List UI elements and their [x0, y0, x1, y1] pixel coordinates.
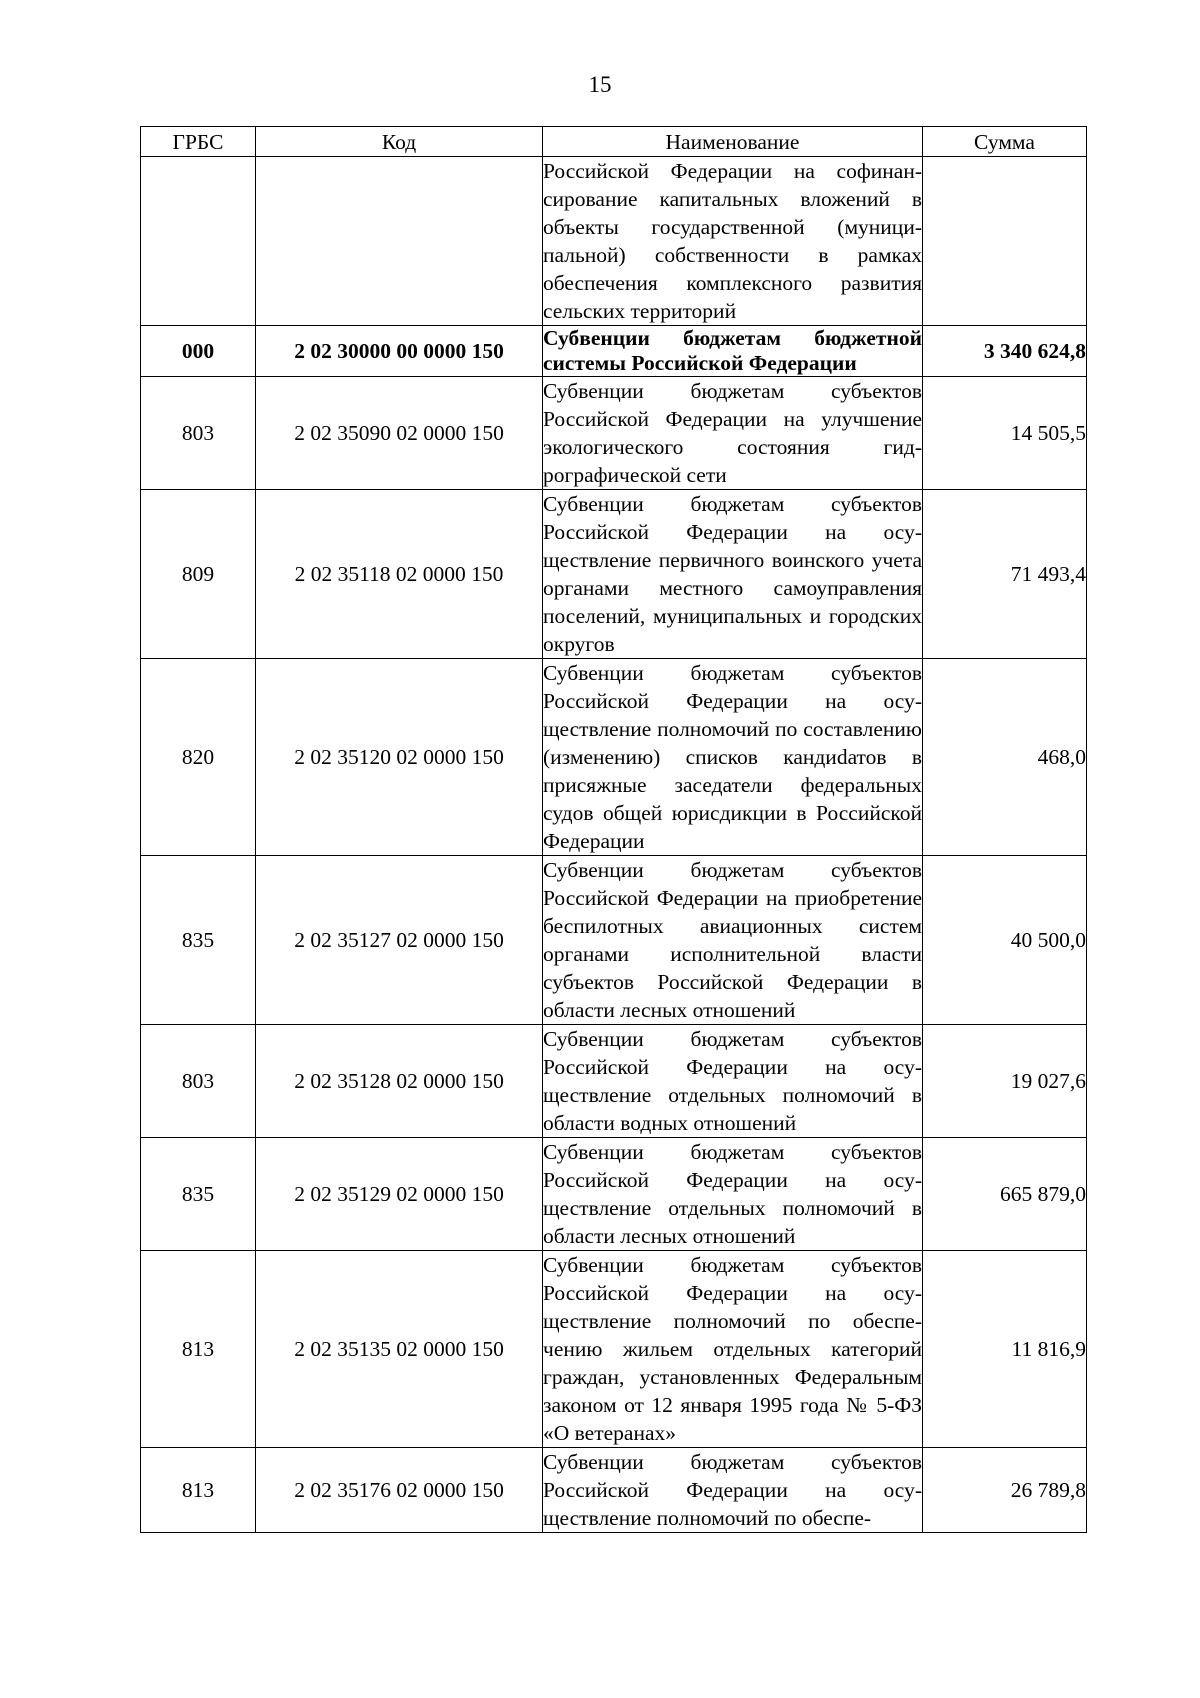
page-number: 15: [588, 72, 612, 97]
table-row: [141, 1138, 1087, 1251]
cell-sum: 14 505,5: [923, 377, 1087, 490]
cell-grbs: [141, 157, 256, 326]
cell-sum: 11 816,9: [923, 1251, 1087, 1448]
cell-name: Субвенции бюджетам субъектов Российской Федерации на осуществление полномочий по составлению (изменению) списков кандиdатов в присяжные заседатели федеральных судов общей юрисдикции в Российской Федерации: [543, 659, 923, 856]
cell-grbs: 000: [141, 326, 256, 377]
cell-sum: 468,0: [923, 659, 1087, 856]
cell-grbs: 820: [141, 659, 256, 856]
cell-code: 2 02 35120 02 0000 150: [256, 659, 543, 856]
cell-grbs: 813: [141, 1251, 256, 1448]
table-row: [141, 659, 1087, 856]
table-row: [141, 490, 1087, 659]
cell-name: Российской Федерации на софинансирование капитальных вложений в объекты государственной (муниципальной) собственности в рамках обеспечения комплексного развития сельских территорий: [543, 157, 923, 326]
table-row-total: [141, 326, 1087, 377]
table-header-row: [141, 127, 1087, 157]
cell-grbs: 809: [141, 490, 256, 659]
cell-sum: 71 493,4: [923, 490, 1087, 659]
cell-code: 2 02 35128 02 0000 150: [256, 1025, 543, 1138]
cell-sum: [923, 157, 1087, 326]
header-grbs: ГРБС: [141, 127, 256, 157]
cell-code: 2 02 30000 00 0000 150: [256, 326, 543, 377]
cell-sum: 3 340 624,8: [923, 326, 1087, 377]
cell-code: 2 02 35129 02 0000 150: [256, 1138, 543, 1251]
header-sum: Сумма: [923, 127, 1087, 157]
table-row: [141, 157, 1087, 326]
cell-code: 2 02 35176 02 0000 150: [256, 1448, 543, 1533]
header-name: Наименование: [543, 127, 923, 157]
header-code: Код: [256, 127, 543, 157]
cell-name: Субвенции бюджетам субъектов Российской Федерации на осуществление полномочий по обеспе-: [543, 1448, 923, 1533]
cell-name: Субвенции бюджетам субъектов Российской Федерации на приобретение беспилотных авиационных систем органами исполнительной власти субъектов Российской Федерации в области лесных отношений: [543, 856, 923, 1025]
table-row: [141, 1448, 1087, 1533]
cell-sum: 26 789,8: [923, 1448, 1087, 1533]
cell-grbs: 835: [141, 1138, 256, 1251]
cell-name: Субвенции бюджетам бюджетной системы Российской Федерации: [543, 326, 922, 375]
cell-code: 2 02 35090 02 0000 150: [256, 377, 543, 490]
cell-sum: 665 879,0: [923, 1138, 1087, 1251]
cell-grbs: 813: [141, 1448, 256, 1533]
table-row: [141, 1025, 1087, 1138]
cell-code: [256, 157, 543, 326]
budget-table: [140, 126, 1087, 1533]
cell-code: 2 02 35127 02 0000 150: [256, 856, 543, 1025]
cell-name: Субвенции бюджетам субъектов Российской Федерации на осуществление первичного воинского учета органами местного самоуправления поселений, муниципальных и городских округов: [543, 490, 923, 659]
cell-grbs: 803: [141, 1025, 256, 1138]
cell-sum: 40 500,0: [923, 856, 1087, 1025]
cell-name: Субвенции бюджетам субъектов Российской Федерации на улучшение экологического состояния гидрографической сети: [543, 377, 923, 490]
table-row: [141, 1251, 1087, 1448]
cell-grbs: 835: [141, 856, 256, 1025]
cell-code: 2 02 35118 02 0000 150: [256, 490, 543, 659]
cell-grbs: 803: [141, 377, 256, 490]
table-row: [141, 856, 1087, 1025]
cell-code: 2 02 35135 02 0000 150: [256, 1251, 543, 1448]
table-row: [141, 377, 1087, 490]
cell-name: Субвенции бюджетам субъектов Российской Федерации на осуществление отдельных полномочий в области водных отношений: [543, 1025, 923, 1138]
cell-name: Субвенции бюджетам субъектов Российской Федерации на осуществление отдельных полномочий в области лесных отношений: [543, 1138, 923, 1251]
cell-name: Субвенции бюджетам субъектов Российской Федерации на осуществление полномочий по обеспечению жильем отдельных категорий граждан, установленных Федеральным законом от 12 января 1995 года № 5-ФЗ «О ветеранах»: [543, 1251, 923, 1448]
cell-sum: 19 027,6: [923, 1025, 1087, 1138]
